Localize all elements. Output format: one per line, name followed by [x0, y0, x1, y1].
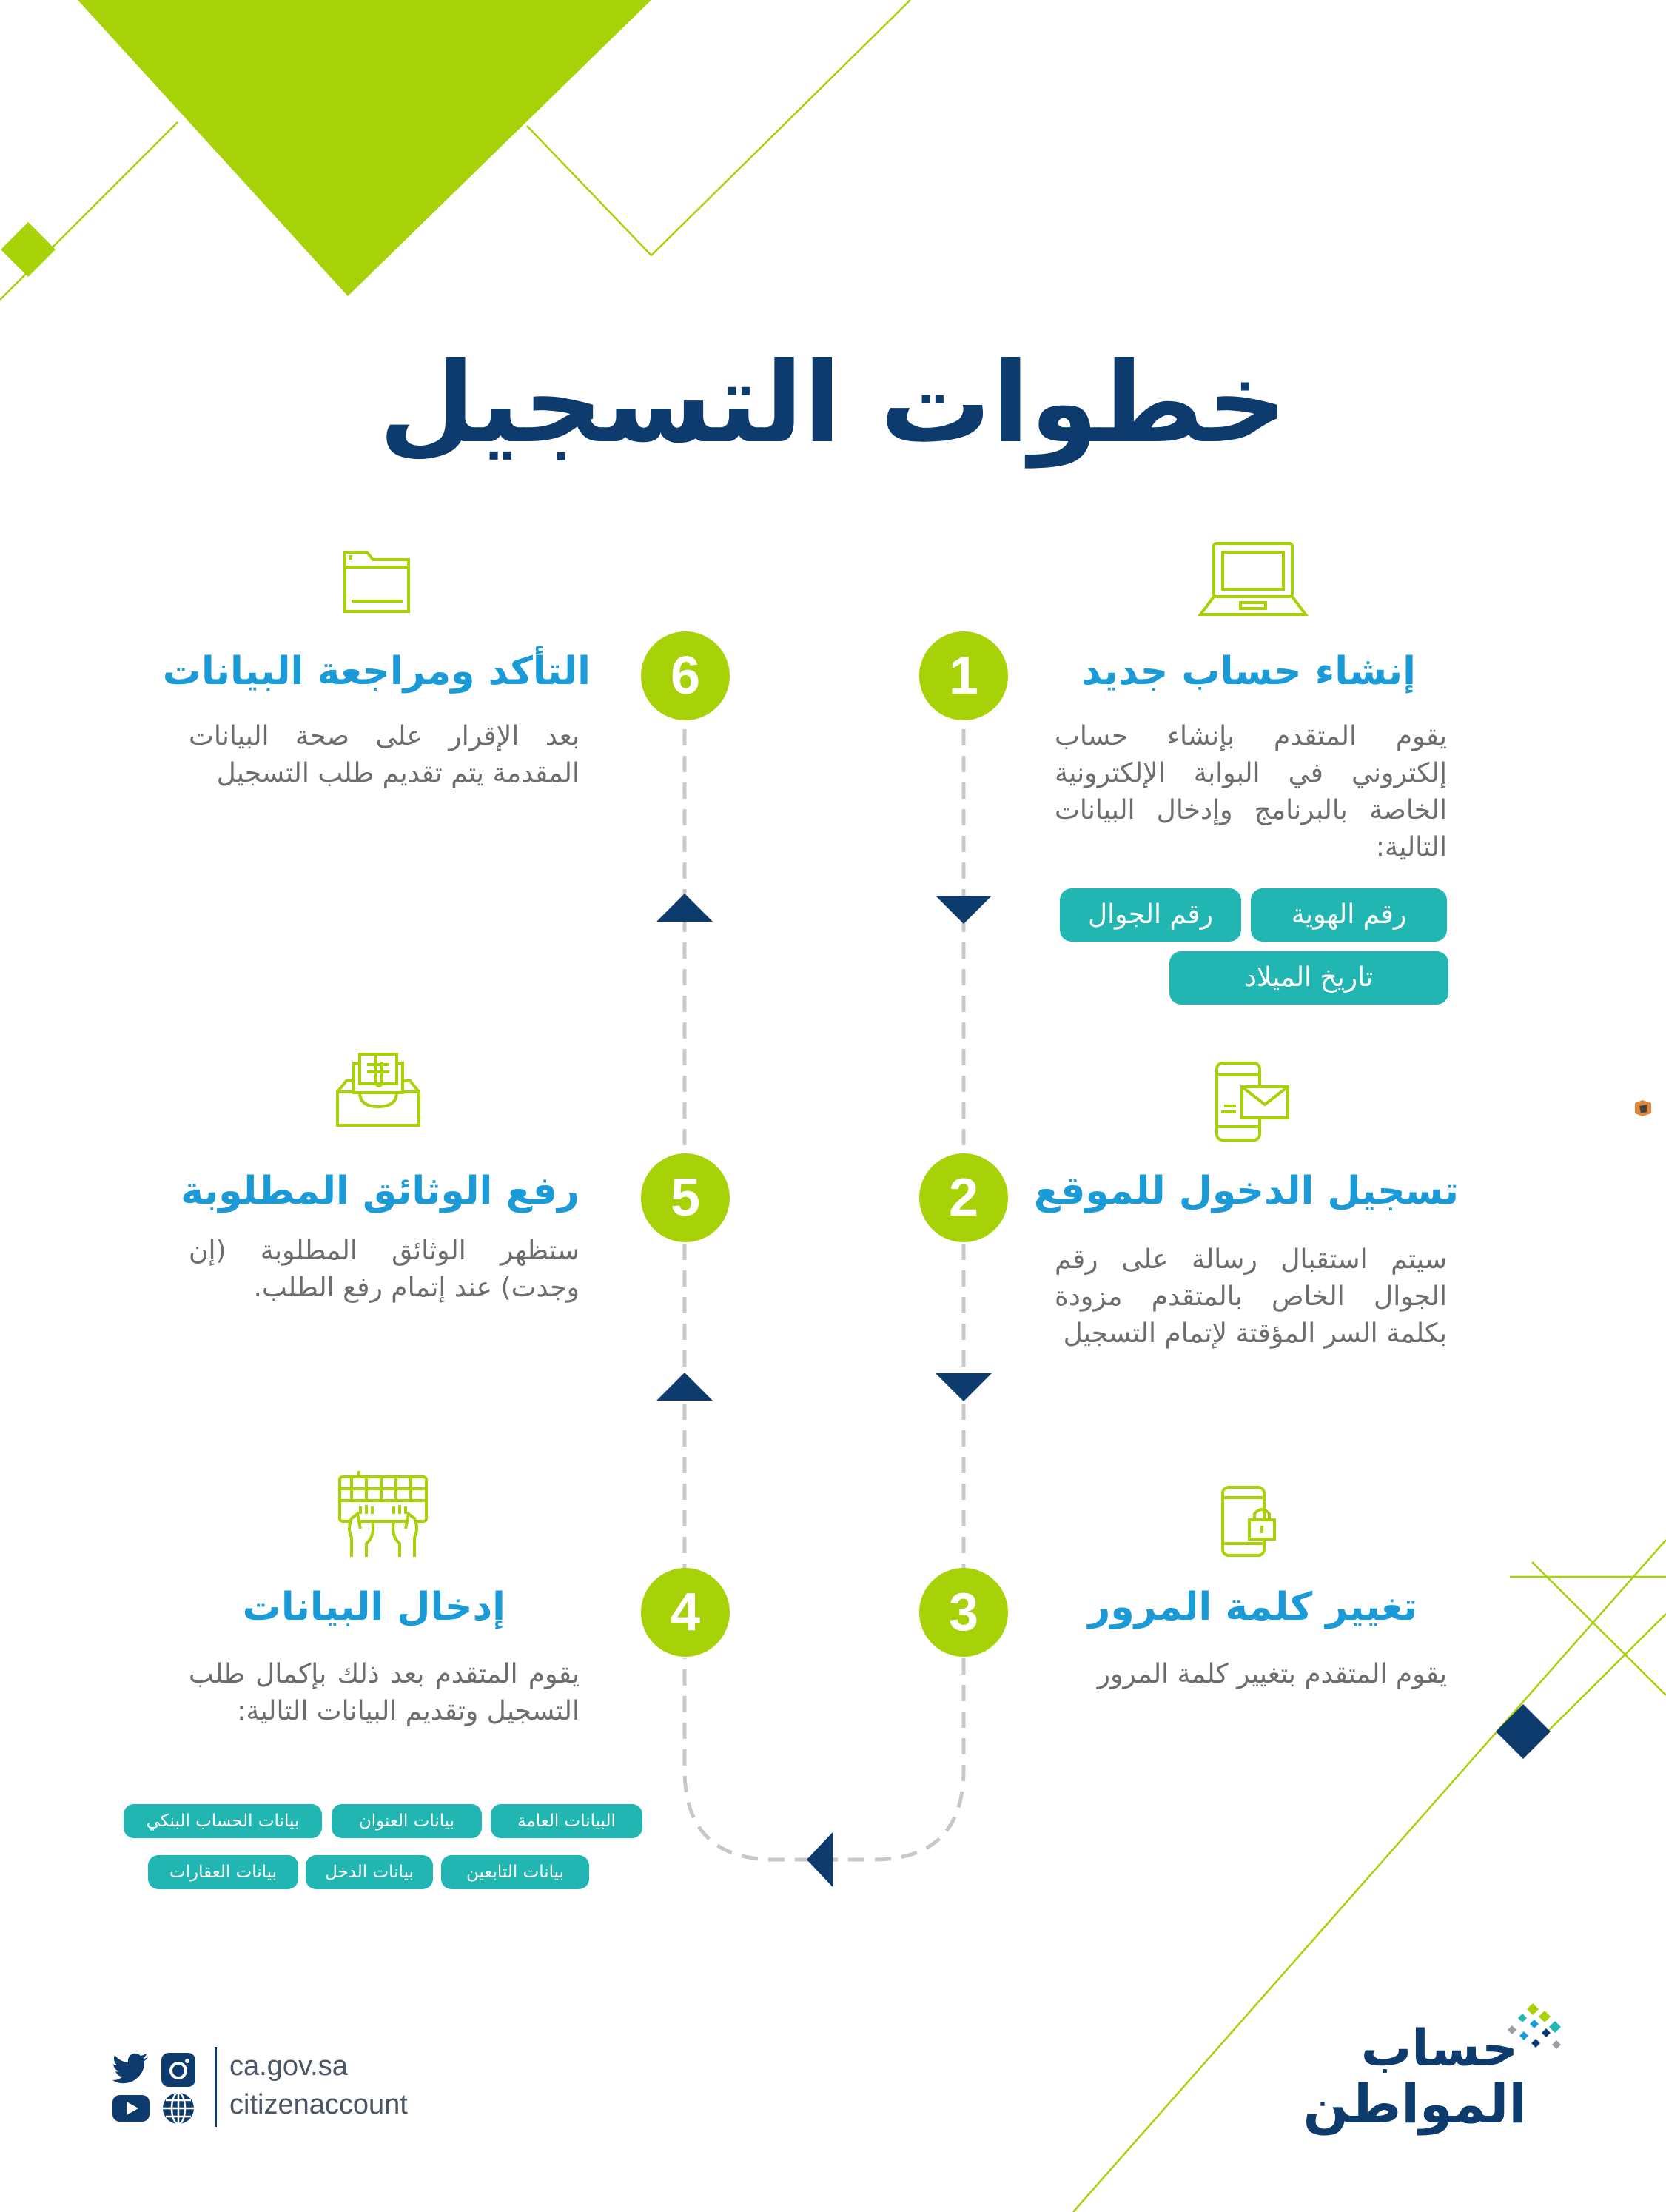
social-handle[interactable]: citizenaccount	[229, 2089, 408, 2120]
chip-income-data: بيانات الدخل	[306, 1855, 433, 1889]
chip-real-estate-data: بيانات العقارات	[148, 1855, 298, 1889]
step-number-5: 5	[641, 1153, 730, 1242]
step-number-1: 1	[919, 631, 1008, 720]
step-4-heading: إدخال البيانات	[242, 1585, 505, 1629]
phone-message-icon	[1214, 1060, 1292, 1143]
chip-birth-date: تاريخ الميلاد	[1169, 951, 1448, 1005]
step-number-3: 3	[919, 1568, 1008, 1657]
document-tray-icon	[335, 1051, 422, 1129]
step-4-description: يقوم المتقدم بعد ذلك بإكمال طلب التسجيل وتقديم البيانات التالية:	[189, 1659, 580, 1726]
instagram-icon[interactable]	[161, 2053, 195, 2087]
logo-text-line1: حساب	[1360, 2020, 1518, 2078]
chip-address-data: بيانات العنوان	[332, 1804, 482, 1838]
website-link[interactable]: ca.gov.sa	[229, 2051, 348, 2082]
chip-id-number: رقم الهوية	[1251, 888, 1447, 942]
laptop-icon	[1198, 540, 1309, 623]
chip-bank-account-data: بيانات الحساب البنكي	[124, 1804, 322, 1838]
chip-mobile-number: رقم الجوال	[1060, 888, 1241, 942]
phone-lock-icon	[1220, 1484, 1279, 1558]
twitter-icon[interactable]	[112, 2053, 150, 2085]
logo-text-line2: المواطن	[1303, 2073, 1527, 2135]
step-1-description: يقوم المتقدم بإنشاء حساب إلكتروني في البوابة الإلكترونية الخاصة بالبرنامج وإدخال البيانات التالية:	[1055, 721, 1447, 862]
folder-icon	[342, 548, 412, 614]
step-number-2: 2	[919, 1153, 1008, 1242]
chip-general-data: البيانات العامة	[491, 1804, 642, 1838]
footer-divider	[215, 2047, 217, 2127]
step-5-description: ستظهر الوثائق المطلوبة (إن وجدت) عند إتمام رفع الطلب.	[189, 1236, 580, 1303]
step-1-heading: إنشاء حساب جديد	[1081, 649, 1416, 694]
step-3-heading: تغيير كلمة المرور	[1088, 1585, 1417, 1629]
step-6-heading: التأكد ومراجعة البيانات	[162, 649, 591, 694]
youtube-icon[interactable]	[112, 2095, 150, 2122]
globe-icon[interactable]	[161, 2091, 195, 2125]
step-5-heading: رفع الوثائق المطلوبة	[181, 1169, 580, 1213]
step-2-heading: تسجيل الدخول للموقع	[1033, 1169, 1459, 1213]
keyboard-hands-icon	[337, 1469, 429, 1560]
step-3-description: يقوم المتقدم بتغيير كلمة المرور	[1097, 1659, 1447, 1689]
step-6-description: بعد الإقرار على صحة البيانات المقدمة يتم تقديم طلب التسجيل	[189, 721, 580, 788]
brand-badge-icon	[1632, 1097, 1654, 1119]
page-title: خطوات التسجيل	[378, 339, 1288, 468]
step-number-4: 4	[641, 1568, 730, 1657]
chip-dependents-data: بيانات التابعين	[441, 1855, 589, 1889]
step-2-description: سيتم استقبال رسالة على رقم الجوال الخاص بالمتقدم مزودة بكلمة السر المؤقتة لإتمام التسجيل	[1055, 1244, 1447, 1349]
step-number-6: 6	[641, 631, 730, 720]
